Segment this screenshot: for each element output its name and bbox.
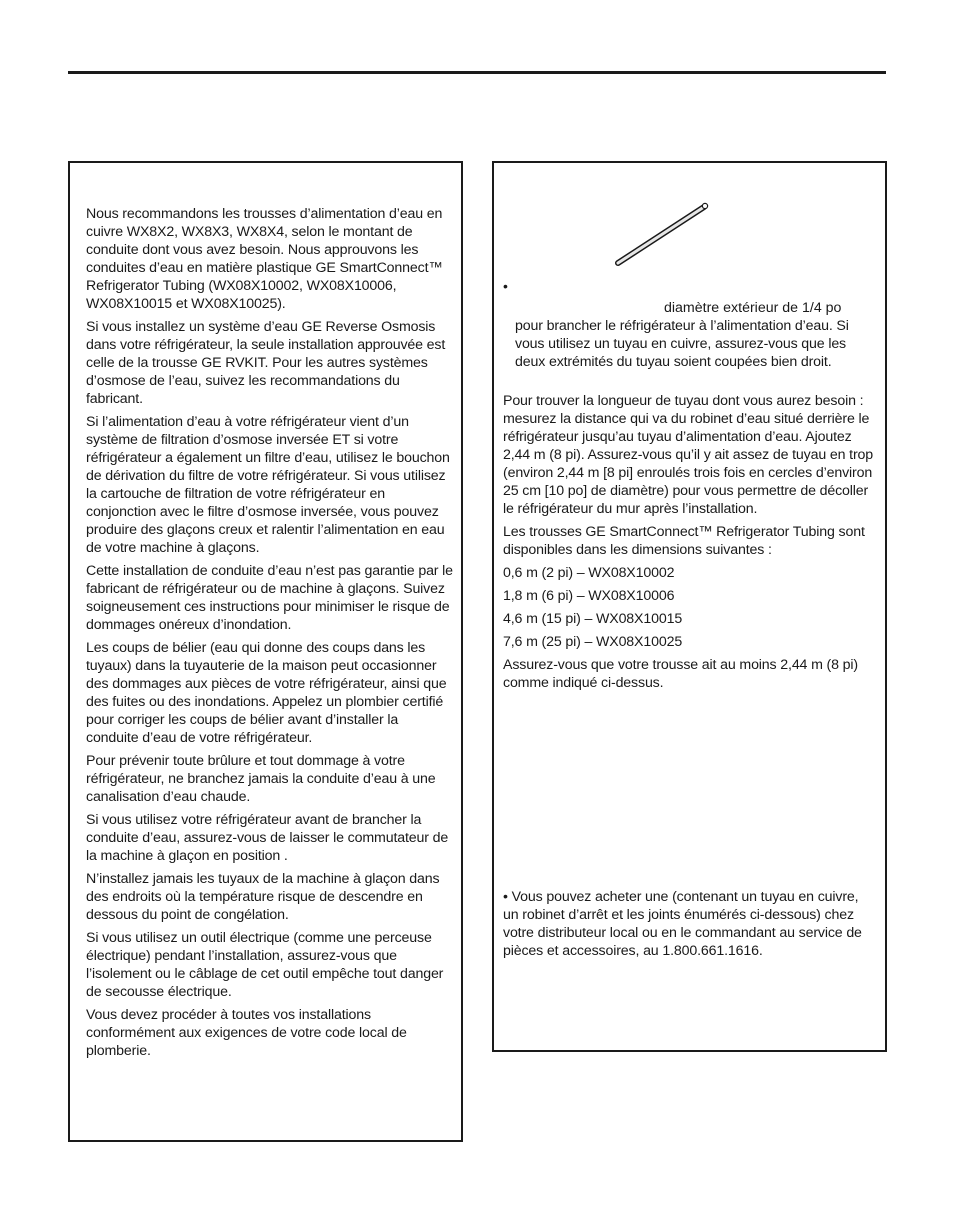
purchase-kit-text: • Vous pouvez acheter une (contenant un tuyau en cuivre, un robinet d’arrêt et les joints énumérés ci-dessous) chez votre distributeur local ou en le commandant au service de pièces et accessoires, au 1.800.661.1616. (503, 889, 862, 959)
paragraph-icemaker-switch: Si vous utilisez votre réfrigérateur avant de brancher la conduite d’eau, assurez-vous de laisser le commutateur de la machine à glaçon en position . (86, 812, 449, 864)
paragraph-water-hammer: Les coups de bélier (eau qui donne des coups dans les tuyaux) dans la tuyauterie de la maison peut occasionner des dommages aux pièces de votre réfrigérateur, ainsi que des fuites ou des inondations. Appelez un plombier certifié pour corriger les coups de bélier avant d’installer la conduite d’eau de votre réfrigérateur. (86, 640, 447, 746)
bullet-marker: • (503, 278, 508, 294)
installation-notes (86, 205, 454, 1065)
tube-diameter-text: diamètre extérieur de 1/4 po (664, 300, 842, 316)
paragraph-measure: Pour trouver la longueur de tuyau dont vous aurez besoin : mesurez la distance qui va du robinet d’eau situé derrière le réfrigérateur jusqu’au tuyau d’alimentation d’eau. Ajoutez 2,44 m (8 pi). Assurez-vous qu’il y ait assez de tuyau en trop (environ 2,44 m [8 pi] enroulés trois fois en cercles d’environ 25 cm [10 po] de diamètre) pour vous permettre de décoller le réfrigérateur du mur après l’installation. (503, 393, 874, 517)
size-25ft: 7,6 m (25 pi) – WX08X10025 (503, 634, 683, 650)
paragraph-reverse-osmosis: Si vous installez un système d’eau GE Reverse Osmosis dans votre réfrigérateur, la seule installation approuvée est celle de la trousse GE RVKIT. Pour les autres systèmes d’osmose de l’eau, suivez les recommandations du fabricant. (86, 319, 446, 407)
paragraph-power-tool: Si vous utilisez un outil électrique (comme une perceuse électrique) pendant l’installation, assurez-vous que l’isolement ou le câblage de cet outil empêche tout danger de secousse électrique. (86, 930, 444, 1000)
size-15ft: 4,6 m (15 pi) – WX08X10015 (503, 611, 683, 627)
tube-connection-text: pour brancher le réfrigérateur à l’alimentation d’eau. Si vous utilisez un tuyau en cuivre, assurez-vous que les deux extrémités du tuyau soient coupées bien droit. (515, 318, 849, 370)
paragraph-hot-water: Pour prévenir toute brûlure et tout dommage à votre réfrigérateur, ne branchez jamais la conduite d’eau à une canalisation d’eau chaude. (86, 753, 436, 805)
size-6ft: 1,8 m (6 pi) – WX08X10006 (503, 588, 675, 604)
paragraph-warranty: Cette installation de conduite d’eau n’est pas garantie par le fabricant de réfrigérateur ou de machine à glaçons. Suivez soigneusement ces instructions pour minimiser le risque de dommages onéreux d’inondation. (86, 563, 453, 633)
paragraph-kits: Nous recommandons les trousses d’alimentation d’eau en cuivre WX8X2, WX8X3, WX8X4, selon le montant de conduite dont vous avez besoin. Nous approuvons les conduites d’eau en matière plastique GE SmartConnect™ Refrigerator Tubing (WX08X10002, WX08X10006, WX08X10015 et WX08X10025). (86, 206, 443, 312)
copper-tube-icon (612, 200, 712, 270)
tube-length-section (503, 392, 877, 697)
paragraph-filter-bypass: Si l’alimentation d’eau à votre réfrigérateur vient d’un système de filtration d’osmose inversée ET si votre réfrigérateur a également un filtre d’eau, utilisez le bouchon de dérivation du filtre de votre réfrigérateur. Si vous utilisez la cartouche de filtration de votre réfrigérateur en conjonction avec le filtre d’osmose inversée, vous pouvez produire des glaçons creux et ralentir l’alimentation en eau de votre machine à glaçons. (86, 414, 450, 556)
paragraph-freezing: N’installez jamais les tuyaux de la machine à glaçon dans des endroits où la température risque de descendre en dessous du point de congélation. (86, 871, 440, 923)
paragraph-minimum-length: Assurez-vous que votre trousse ait au moins 2,44 m (8 pi) comme indiqué ci-dessus. (503, 657, 858, 691)
header-rule (68, 71, 886, 74)
paragraph-kit-sizes: Les trousses GE SmartConnect™ Refrigerator Tubing sont disponibles dans les dimensions suivantes : (503, 524, 865, 558)
size-2ft: 0,6 m (2 pi) – WX08X10002 (503, 565, 675, 581)
paragraph-plumbing-code: Vous devez procéder à toutes vos installations conformément aux exigences de votre code local de plomberie. (86, 1007, 407, 1059)
